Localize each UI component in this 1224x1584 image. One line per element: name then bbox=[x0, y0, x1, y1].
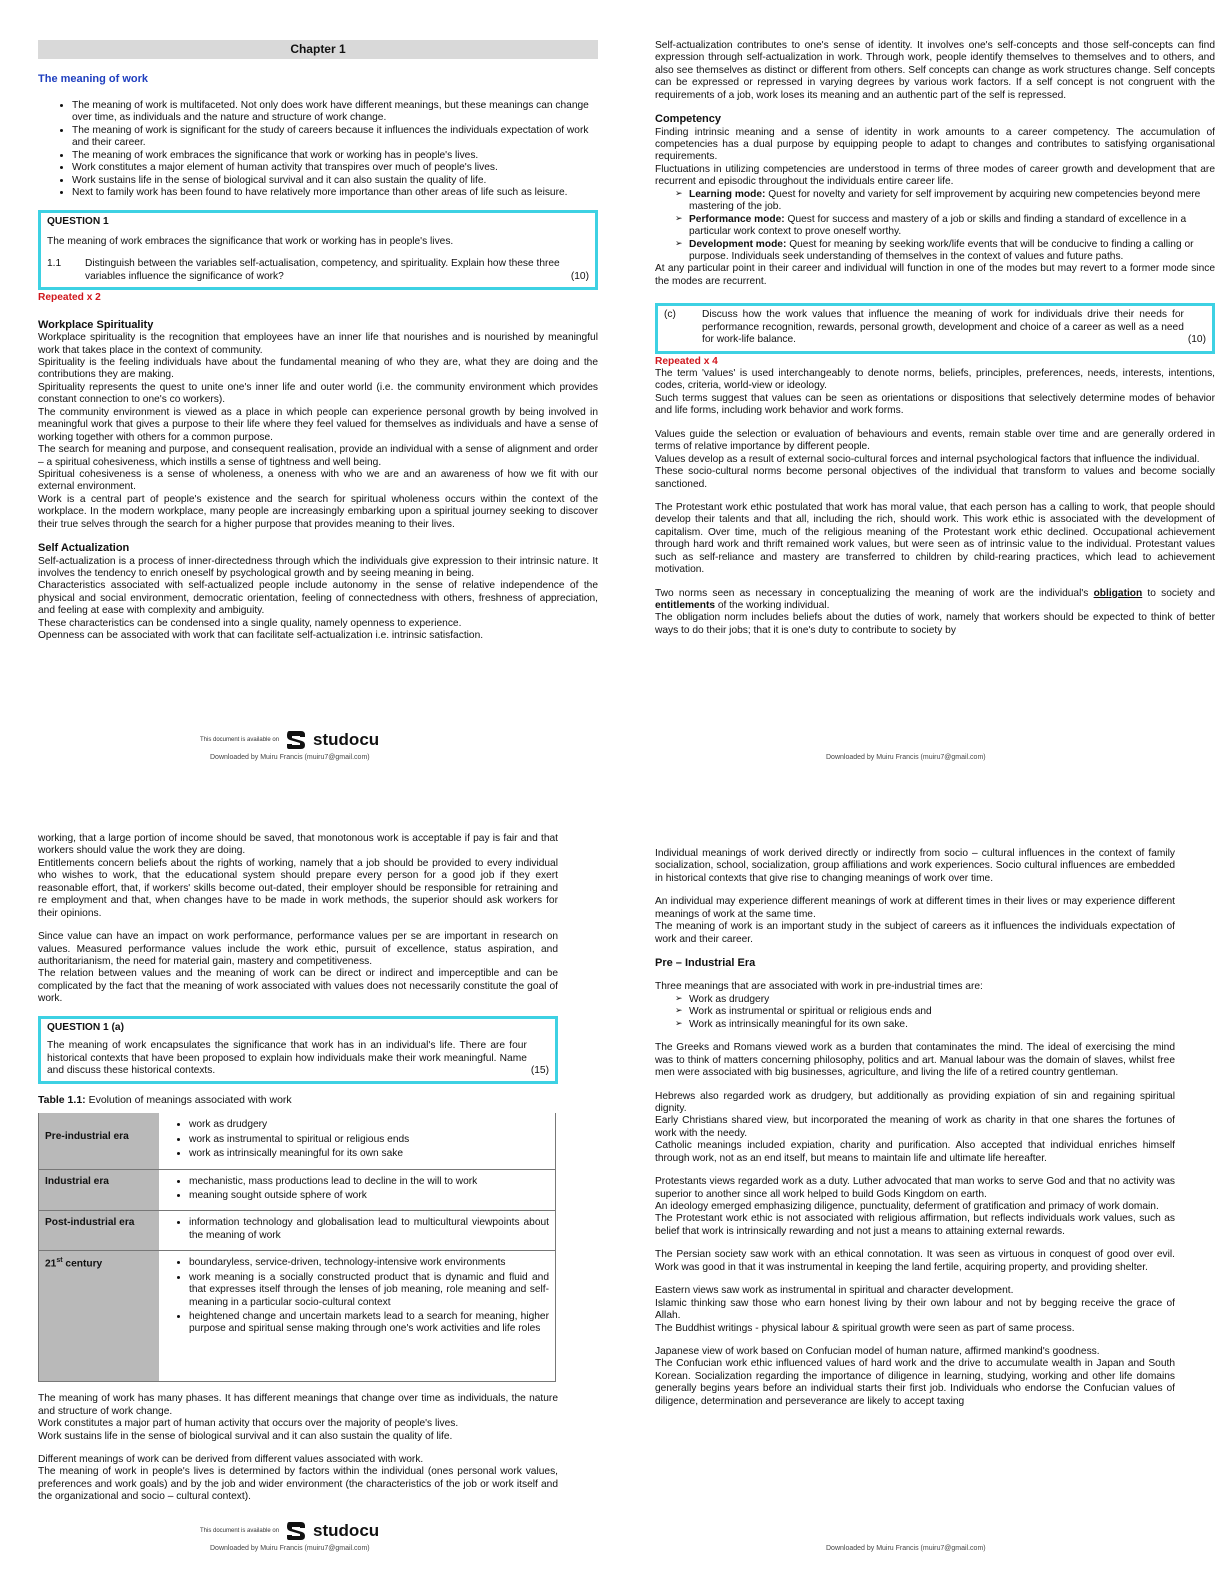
question-text: The meaning of work encapsulates the significance that work has in an individual's life. There are four historical contexts that have been proposed to explain how individuals make their work meaningful. Name and discuss these historical contexts. bbox=[47, 1040, 527, 1076]
list-item: • heightened change and uncertain markets lead to a search for meaning, higher purpose and spiritual sense making through one's work activities and life roles bbox=[189, 1311, 549, 1336]
question-box bbox=[38, 210, 598, 291]
era-label: Post-industrial era bbox=[39, 1211, 160, 1251]
repeated-note: Repeated x 4 bbox=[655, 355, 718, 367]
page-3 bbox=[38, 833, 558, 1504]
list-item: ➢ Work as intrinsically meaningful for its own sake. bbox=[675, 1019, 1175, 1031]
download-footer: Downloaded by Muiru Francis (muiru7@gmail.com) bbox=[826, 1545, 986, 1552]
paragraph: Early Christians shared view, but incorporated the meaning of work as charity in that one shares the fortunes of work with the needy. bbox=[655, 1115, 1175, 1139]
paragraph: Three meanings that are associated with work in pre-industrial times are: bbox=[655, 981, 983, 993]
paragraph: Individual meanings of work derived directly or indirectly from socio – cultural influences in the context of family socialization, school, socialization, group affiliations and work experiences. Socio cultural influences are embedded in historical contexts that give rise to changing meanings of work over time. bbox=[655, 848, 1175, 884]
question-number: 1.1 bbox=[47, 258, 62, 270]
studocu-wordmark: studocu bbox=[313, 1521, 380, 1540]
list-item: • The meaning of work embraces the significance that work or working has in people's lives. bbox=[72, 150, 598, 162]
paragraph: The Confucian work ethic influenced values of hard work and the drive to accumulate wealth in Japan and South Korean. Socialization regarding the importance of diligence in learning, studying, working and other life domains generally begins years before an individual starts their first job. Individuals who endorse the Confucian values of diligence, determination and perseverance are likely to accept taxing bbox=[655, 1358, 1175, 1407]
list-item bbox=[675, 189, 1215, 214]
era-content bbox=[159, 1251, 556, 1382]
paragraph: Workplace spirituality is the recognition that employees have an inner life that nourishes and is nourished by meaningful work that takes place in the context of community. bbox=[38, 332, 598, 356]
paragraph: Work constitutes a major part of human activity that occurs over the majority of people's lives. bbox=[38, 1418, 459, 1430]
table-row bbox=[39, 1211, 556, 1251]
paragraph: Such terms suggest that values can be seen as orientations or dispositions that selectively determine modes of behavior and life forms, including work behavior and work forms. bbox=[655, 392, 1215, 417]
era-content bbox=[159, 1169, 556, 1211]
paragraph: The search for meaning and purpose, and consequent realisation, provide an individual with a sense of alignment and order – a spiritual cohesiveness, which instills a sense of tightness and well being. bbox=[38, 444, 598, 468]
question-marks: (10) bbox=[1187, 334, 1206, 346]
paragraph: Spiritual cohesiveness is a sense of wholeness, a oneness with who we are and an awareness of how we fit with our external environment. bbox=[38, 468, 598, 493]
paragraph: The Protestant work ethic is not associated with religious affirmation, but reflects individuals work values, such as belief that work is intrinsically rewarding and not just a means to attaining external rewards. bbox=[655, 1213, 1175, 1237]
era-word: century bbox=[62, 1258, 103, 1270]
question-box bbox=[38, 1016, 558, 1085]
modes-list bbox=[655, 189, 1215, 264]
norms-paragraph bbox=[655, 588, 1215, 613]
question-heading: QUESTION 1 bbox=[47, 215, 109, 227]
era-number: 21 bbox=[45, 1258, 57, 1270]
mode-text: Quest for success and mastery of a job or skills and finding a standard of excellence in a particular work context to prove oneself worthy. bbox=[689, 213, 1187, 238]
three-meanings-list bbox=[655, 994, 1175, 1031]
list-item: • Work sustains life in the sense of biological survival and it can also sustain the quality of life. bbox=[72, 175, 598, 187]
paragraph: Values develop as a result of external socio-cultural forces and internal psychological factors that influence the individual. bbox=[655, 453, 1200, 465]
paragraph: The Persian society saw work with an ethical connotation. It was seen as virtuous in conquest of good over evil. Work was good in that it was instrumental in keeping the land fertile, acquiring property, and providing shelter. bbox=[655, 1249, 1175, 1273]
era-label: Pre-industrial era bbox=[39, 1113, 160, 1169]
page-1 bbox=[38, 40, 598, 643]
paragraph: These socio-cultural norms become personal objectives of the individual that transform to values and become socially sanctioned. bbox=[655, 466, 1215, 490]
mode-name: Performance mode: bbox=[689, 213, 785, 225]
list-item: • mechanistic, mass productions lead to decline in the will to work bbox=[189, 1176, 549, 1188]
repeated-note: Repeated x 2 bbox=[38, 292, 101, 304]
list-item: • Work constitutes a major element of human activity that transpires over much of people's lives. bbox=[72, 162, 598, 174]
download-footer: Downloaded by Muiru Francis (muiru7@gmail.com) bbox=[210, 1545, 370, 1552]
paragraph: These characteristics can be condensed into a single quality, namely openness to experience. bbox=[38, 617, 462, 629]
list-item: • Next to family work has been found to have relatively more importance than other areas of life such as leisure. bbox=[72, 187, 598, 199]
paragraph: Catholic meanings included expiation, charity and purification. Also accepted that individual enriches himself through work, not as an end itself, but means to maintain life and ultimate life hereafter. bbox=[655, 1140, 1175, 1164]
list-item: • boundaryless, service-driven, technology-intensive work environments bbox=[189, 1257, 549, 1269]
list-item: • information technology and globalisation lead to multicultural viewpoints about the meaning of work bbox=[189, 1217, 549, 1242]
question-number: (c) bbox=[664, 309, 676, 321]
paragraph: Different meanings of work can be derived from different values associated with work. bbox=[38, 1454, 424, 1466]
paragraph: The Buddhist writings - physical labour & spiritual growth were seen as part of same process. bbox=[655, 1322, 1075, 1334]
paragraph: Openness can be associated with work that can facilitate self-actualization i.e. intrinsic satisfaction. bbox=[38, 630, 484, 642]
list-item bbox=[675, 214, 1215, 239]
paragraph: Spirituality represents the quest to unite one's inner life and outer world (i.e. the community environment which provides constant connection to one's co workers). bbox=[38, 381, 598, 406]
era-content bbox=[159, 1211, 556, 1251]
table-row bbox=[39, 1113, 556, 1169]
question-box bbox=[655, 303, 1215, 353]
question-line bbox=[47, 258, 589, 283]
list-item: • work as intrinsically meaningful for its own sake bbox=[189, 1148, 549, 1160]
meaning-bullets bbox=[38, 100, 598, 200]
list-item: • The meaning of work is multifaceted. Not only does work have different meanings, but these meanings can change over time, as individuals and the nature and structure of work change. bbox=[72, 100, 598, 125]
chapter-heading: Chapter 1 bbox=[38, 40, 598, 59]
studocu-badge[interactable] bbox=[200, 728, 379, 752]
paragraph: The Protestant work ethic postulated that work has moral value, that each person has a calling to work, that people should develop their talents and that all, including the rich, should work. This work ethic is associated with the development of capitalism. Over time, much of the religious meaning of the Protestant work ethic declined. Occupational achievement through hard work and thrift remained work values, but were seen as of intrinsic value to the individual. Protestant values such as self-reliance and mastery are transferred to children by child-rearing practices, which lead to achievement motivation. bbox=[655, 501, 1215, 576]
studocu-logo-icon bbox=[285, 1519, 307, 1543]
paragraph: The meaning of work has many phases. It has different meanings that change over time as individuals, the nature and structure of work change. bbox=[38, 1393, 558, 1417]
paragraph: An ideology emerged emphasizing diligence, punctuality, deferment of gratification and primacy of work domain. bbox=[655, 1201, 1159, 1213]
question-intro: The meaning of work embraces the significance that work or working has in people's lives. bbox=[47, 235, 454, 247]
paragraph: An individual may experience different meanings of work at different times in their lives or may experience different meanings of work at the same time. bbox=[655, 896, 1175, 920]
text-run: of the working individual. bbox=[715, 600, 830, 612]
self-actualization-heading: Self Actualization bbox=[38, 542, 130, 555]
download-footer: Downloaded by Muiru Francis (muiru7@gmail.com) bbox=[826, 754, 986, 761]
mode-name: Learning mode: bbox=[689, 188, 766, 200]
obligation-term: obligation bbox=[1093, 587, 1143, 599]
question-line bbox=[664, 309, 1206, 346]
list-item bbox=[675, 239, 1215, 264]
era-label bbox=[39, 1251, 160, 1382]
paragraph: Finding intrinsic meaning and a sense of identity in work amounts to a career competency. The accumulation of competencies has a dual purpose by equipping people to adapt to changes and contributes to satisfying organisational requirements. bbox=[655, 126, 1215, 163]
mode-text: Quest for meaning by seeking work/life events that will be conducive to finding a calling or purpose. Individuals seek understanding of themselves in the context of values and future paths. bbox=[689, 238, 1194, 262]
paragraph: Self-actualization is a process of inner-directedness through which the individuals give expression to their intrinsic nature. It involves the tendency to enrich oneself by psychological growth and by seeing meaning in being. bbox=[38, 555, 598, 579]
paragraph: The term 'values' is used interchangeably to denote norms, beliefs, principles, preferences, needs, interests, intentions, codes, criteria, world-view or ideology. bbox=[655, 368, 1215, 392]
question-text: Discuss how the work values that influence the meaning of work for individuals drive their needs for performance recognition, rewards, personal growth, development and choice of a career as well as a need for work-life balance. bbox=[702, 309, 1184, 346]
paragraph: Self-actualization contributes to one's sense of identity. It involves one's self-concepts and those self-concepts can find expression through self-actualization in work. Through work, people identify themselves to themselves and to others, and also see themselves as distinct or different from others. Self concepts can change as work structures change. Self concepts can be expressed or repressed in varying degrees by various work factors. If a self concept is not congruent with the requirements of a job, work loses its meaning and an authentic part of the self is repressed. bbox=[655, 40, 1215, 101]
list-item: ➢ Work as instrumental or spiritual or religious ends and bbox=[675, 1006, 1175, 1018]
list-item: • work as instrumental to spiritual or religious ends bbox=[189, 1134, 549, 1146]
mode-text: Quest for novelty and variety for self improvement by acquiring new competencies beyond mere mastering of the job. bbox=[689, 188, 1201, 213]
paragraph: Islamic thinking saw those who earn honest living by their own labour and not by begging receive the grace of Allah. bbox=[655, 1297, 1175, 1322]
paragraph: Hebrews also regarded work as drudgery, but additionally as providing expiation of sin and regaining spiritual dignity. bbox=[655, 1090, 1175, 1114]
download-footer: Downloaded by Muiru Francis (muiru7@gmail.com) bbox=[210, 754, 370, 761]
studocu-badge[interactable] bbox=[200, 1519, 379, 1543]
era-label: Industrial era bbox=[39, 1169, 160, 1211]
mode-name: Development mode: bbox=[689, 238, 787, 250]
list-item: ➢ Work as drudgery bbox=[675, 994, 1175, 1006]
paragraph: The community environment is viewed as a place in which people can experience personal growth by being involved in meaningful work that gives a purpose to their life where they feel valued for themselves as individuals and have a sense of working together with others for a common purpose. bbox=[38, 406, 598, 443]
available-text: This document is available on bbox=[200, 1528, 280, 1534]
paragraph: Entitlements concern beliefs about the rights of working, namely that a job should be provided to every individual who wishes to work, that the educational system should prepare every person for a good job if they exert reasonable effort, that, if workers' skills become out-dated, their employer should be responsible for retraining and re employment and that, when changes have to be made in work methods, the superior should ask workers for their opinions. bbox=[38, 857, 558, 919]
paragraph: Work is a central part of people's existence and the search for spiritual wholeness occurs within the context of the workplace. In the modern workplace, many people are increasingly embarking upon a spiritual journey seeking to discover their true selves through the search for a higher purpose that provides meaning to their lives. bbox=[38, 493, 598, 530]
competency-heading: Competency bbox=[655, 113, 722, 126]
paragraph: working, that a large portion of income should be saved, that monotonous work is acceptable if pay is fair and that workers should value the work they are doing. bbox=[38, 833, 558, 857]
era-content bbox=[159, 1113, 556, 1169]
paragraph: Values guide the selection or evaluation of behaviours and events, remain stable over time and are generally ordered in terms of relative importance by different people. bbox=[655, 428, 1215, 453]
list-item: • work as drudgery bbox=[189, 1119, 549, 1131]
section-title: The meaning of work bbox=[38, 72, 149, 85]
pre-industrial-heading: Pre – Industrial Era bbox=[655, 957, 756, 970]
paragraph: At any particular point in their career and individual will function in one of the modes but may revert to a former mode since the modes are recurrent. bbox=[655, 263, 1215, 287]
text-run: to society and bbox=[1142, 587, 1215, 599]
entitlements-term: entitlements bbox=[655, 600, 716, 612]
era-table bbox=[38, 1113, 556, 1382]
question-heading: QUESTION 1 (a) bbox=[47, 1021, 124, 1033]
page-2 bbox=[655, 40, 1215, 637]
paragraph: The obligation norm includes beliefs about the duties of work, namely that workers should be expected to think of better ways to do their jobs; that it is one's duty to contribute to society by bbox=[655, 612, 1215, 636]
era-ordinal: st bbox=[56, 1257, 63, 1265]
table-row bbox=[39, 1251, 556, 1382]
page-4 bbox=[655, 848, 1175, 1408]
text-run: Two norms seen as necessary in conceptualizing the meaning of work are the individual's bbox=[655, 587, 1094, 599]
studocu-logo-icon bbox=[285, 728, 307, 752]
list-item: • The meaning of work is significant for the study of careers because it influences the individuals expectation of work and their career. bbox=[72, 125, 598, 150]
list-item: • meaning sought outside sphere of work bbox=[189, 1190, 549, 1202]
question-marks: (15) bbox=[530, 1065, 549, 1076]
paragraph: The meaning of work in people's lives is determined by factors within the individual (ones personal work values, preferences and work goals) and by the job and wider environment (the characteristics of the job or work itself and the organizational and socio – cultural context). bbox=[38, 1466, 558, 1503]
paragraph: The relation between values and the meaning of work can be direct or indirect and imperceptible and can be complicated by the fact that the meaning of work associated with values does not necessarily constitute the goal of work. bbox=[38, 968, 558, 1005]
table-row bbox=[39, 1169, 556, 1211]
workplace-heading: Workplace Spirituality bbox=[38, 318, 154, 331]
paragraph: The meaning of work is an important study in the subject of careers as it influences the individuals expectation of work and their career. bbox=[655, 921, 1175, 945]
table-caption: Table 1.1: Evolution of meanings associated with work bbox=[38, 1094, 292, 1107]
paragraph: Characteristics associated with self-actualized people include autonomy in the sense of relative independence of the physical and social environment, democratic orientation, feeling of connectedness with others, freshness of appreciation, and feeling at ease with complexity and ambiguity. bbox=[38, 580, 598, 617]
studocu-wordmark: studocu bbox=[313, 730, 380, 749]
question-text: Distinguish between the variables self-actualisation, competency, and spirituality. Explain how these three variables influence the significance of work? bbox=[85, 258, 560, 282]
paragraph: Spirituality is the feeling individuals have about the fundamental meaning of who they are, what they are doing and the contributions they are making. bbox=[38, 357, 598, 381]
paragraph: Protestants views regarded work as a duty. Luther advocated that man works to serve God and that no activity was superior to another since all work helped to build Gods Kingdom on earth. bbox=[655, 1176, 1175, 1200]
available-text: This document is available on bbox=[200, 737, 280, 743]
paragraph: Japanese view of work based on Confucian model of human nature, affirmed mankind's goodness. bbox=[655, 1345, 1100, 1357]
paragraph: Eastern views saw work as instrumental in spiritual and character development. bbox=[655, 1285, 1014, 1297]
paragraph: Fluctuations in utilizing competencies are understood in terms of three modes of career growth and development that are recurrent and episodic throughout the individuals entire career life. bbox=[655, 163, 1215, 188]
list-item: • work meaning is a socially constructed product that is dynamic and fluid and that expresses itself through the lenses of job meaning, role meaning and self-meaning in a particular socio-cultural context bbox=[189, 1272, 549, 1309]
paragraph: Work sustains life in the sense of biological survival and it can also sustain the quality of life. bbox=[38, 1430, 453, 1442]
paragraph: Since value can have an impact on work performance, performance values per se are important in research on values. Measured performance values include the work ethic, pursuit of excellence, status aspiration, and authoritarianism, the need for material gain, mastery and competitiveness. bbox=[38, 931, 558, 967]
paragraph: The Greeks and Romans viewed work as a burden that contaminates the mind. The ideal of exercising the mind was to think of matters concerning philosophy, politics and art. Manual labour was the domain of slaves, whilst free men were associated with big businesses, agriculture, and living the life of a retired country gentleman. bbox=[655, 1042, 1175, 1079]
question-line bbox=[47, 1040, 549, 1077]
question-marks: (10) bbox=[570, 270, 589, 282]
